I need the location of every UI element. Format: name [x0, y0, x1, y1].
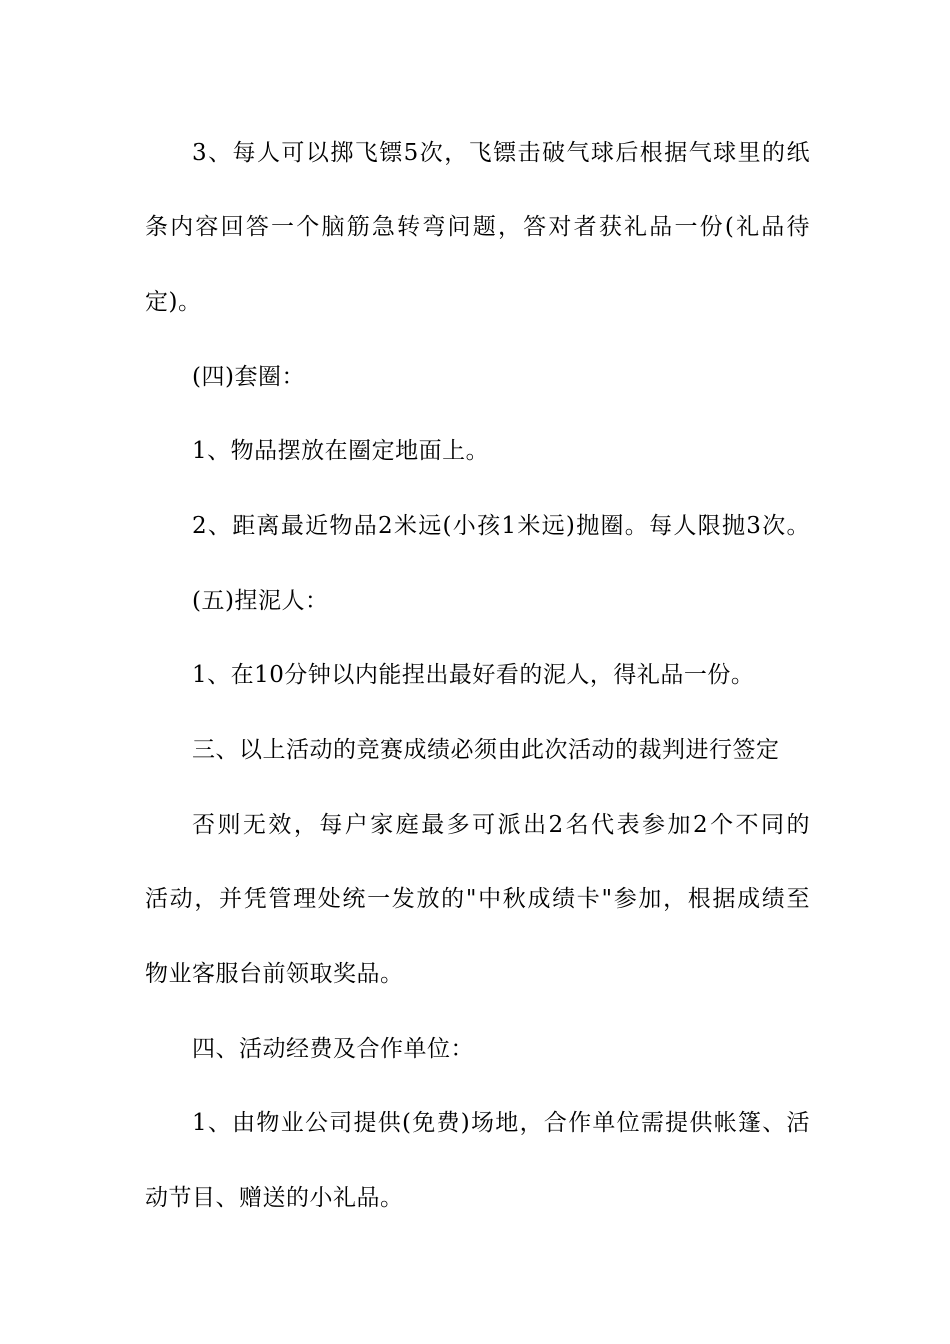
section-heading: 四、活动经费及合作单位： — [192, 1036, 474, 1062]
section-heading: (五)捏泥人： — [192, 588, 329, 614]
section-heading: (四)套圈： — [192, 364, 305, 390]
paragraph-line: 否则无效，每户家庭最多可派出2名代表参加2个不同的 — [192, 812, 810, 838]
paragraph-line: 动节目、赠送的小礼品。 — [145, 1185, 404, 1211]
paragraph-line: 三、以上活动的竞赛成绩必须由此次活动的裁判进行签定 — [192, 737, 780, 763]
paragraph-line: 活动，并凭管理处统一发放的"中秋成绩卡"参加，根据成绩至 — [145, 886, 810, 912]
paragraph-line: 条内容回答一个脑筋急转弯问题，答对者获礼品一份(礼品待 — [145, 214, 810, 240]
paragraph-line: 1、由物业公司提供(免费)场地，合作单位需提供帐篷、活 — [192, 1110, 810, 1136]
paragraph-line: 定)。 — [145, 289, 202, 315]
paragraph-line: 2、距离最近物品2米远(小孩1米远)抛圈。每人限抛3次。 — [192, 513, 810, 539]
paragraph-line: 1、在10分钟以内能捏出最好看的泥人，得礼品一份。 — [192, 662, 755, 688]
paragraph-line: 3、每人可以掷飞镖5次，飞镖击破气球后根据气球里的纸 — [192, 140, 810, 166]
paragraph-line: 物业客服台前领取奖品。 — [145, 961, 404, 987]
paragraph-line: 1、物品摆放在圈定地面上。 — [192, 438, 490, 464]
